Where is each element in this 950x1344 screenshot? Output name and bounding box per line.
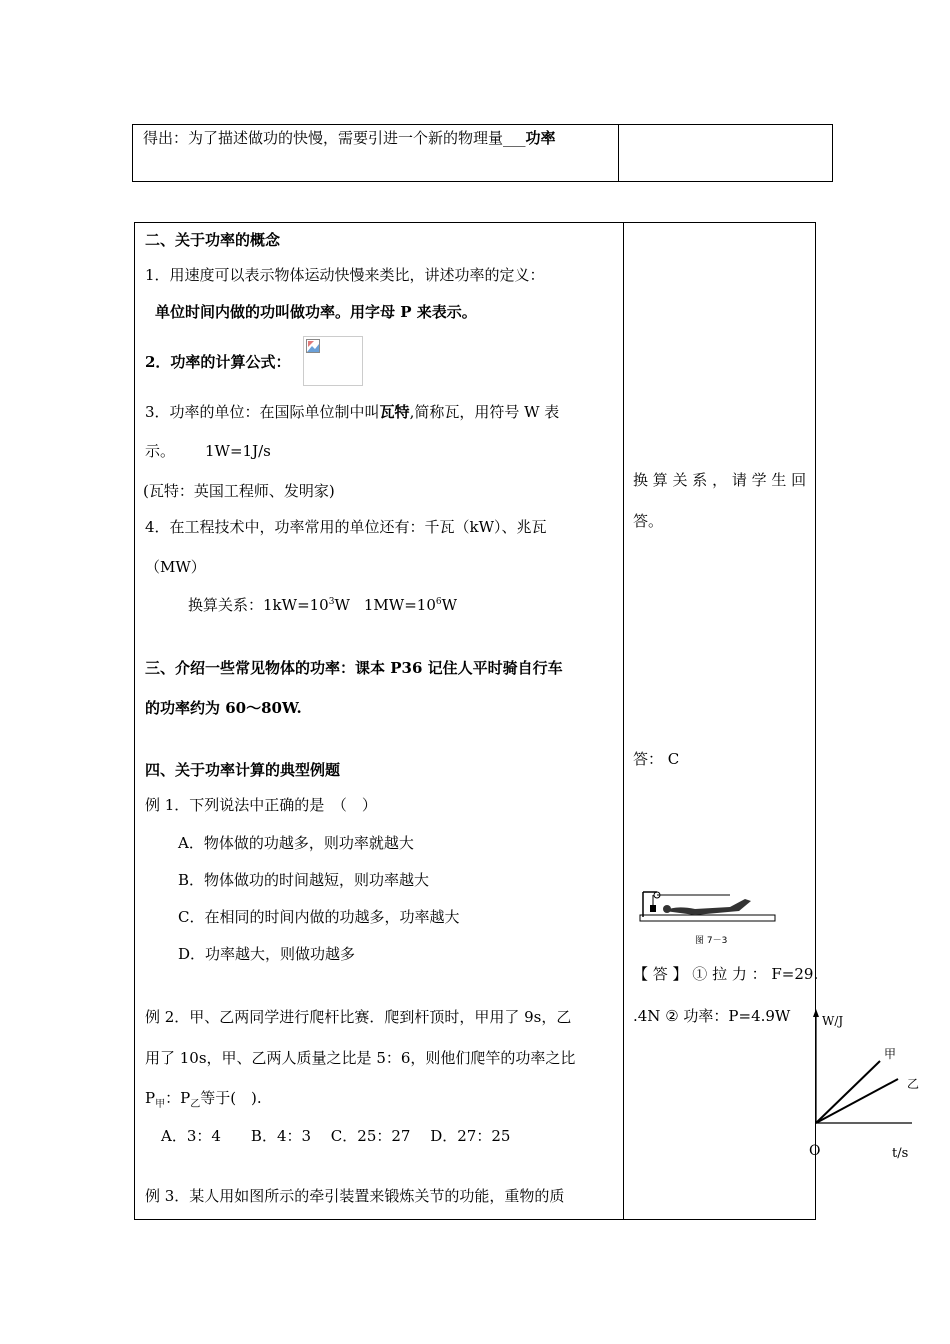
p-sub-jia: 甲	[155, 1099, 166, 1110]
formula-image	[303, 336, 363, 386]
example-2: 例 2．甲、乙两同学进行爬杆比赛．爬到杆顶时，甲用了 9s，乙	[145, 1008, 572, 1026]
item-3-text-a: 3．功率的单位：在国际单位制中叫	[145, 403, 380, 421]
conversion-mw: 1MW=10	[363, 596, 436, 614]
item-2: 2．功率的计算公式：	[145, 353, 291, 371]
example-1-option-c: C．在相同的时间内做的功越多，功率越大	[178, 908, 460, 926]
heading-examples: 四、关于功率计算的典型例题	[145, 761, 341, 779]
item-3-bold: 瓦特	[379, 403, 410, 421]
broken-image-icon	[306, 339, 320, 353]
figure-caption: 图 7－3	[695, 936, 728, 946]
p-symbol-1: P	[145, 1089, 156, 1107]
conversion-mw-exp: 6	[435, 597, 442, 607]
right-note-1: 换 算 关 系 ， 请 学 生 回	[633, 471, 807, 489]
heading-concept: 二、关于功率的概念	[145, 231, 281, 249]
example-1: 例 1．下列说法中正确的是 （ ）	[145, 796, 377, 814]
item-1: 1．用速度可以表示物体运动快慢来类比，讲述功率的定义：	[145, 266, 545, 284]
conversion-label: 换算关系：	[188, 596, 264, 614]
item-3-text-b: ,简称瓦，用符号 W 表	[409, 403, 560, 421]
line-yi	[816, 1079, 898, 1123]
example-2-options: A．3：4 B．4：3 C．25：27 D．27：25	[161, 1127, 511, 1145]
conversion-kw-exp: 3	[328, 597, 335, 607]
answer-example-3	[633, 963, 818, 984]
summary-text	[143, 127, 556, 148]
work-time-graph	[800, 1005, 920, 1165]
y-axis-label: W/J	[822, 1014, 844, 1028]
conversion-w2: W	[441, 596, 458, 614]
summary-prefix: 得出：为了描述做功的快慢，需要引进一个新的物理量	[143, 129, 504, 147]
label-jia: 甲	[884, 1047, 897, 1061]
heading-common-power: 三、介绍一些常见物体的功率：课本 P36 记住人平时骑自行车	[145, 659, 563, 677]
summary-answer: 功率	[525, 129, 556, 147]
watt-note: (瓦特：英国工程师、发明家)	[143, 482, 335, 500]
answer-force: 【 答 】 ① 拉 力 ： F=29.	[633, 965, 819, 983]
item-4: 4．在工程技术中，功率常用的单位还有：千瓦（kW）、兆瓦	[145, 518, 547, 536]
line-jia	[816, 1061, 880, 1123]
conversion-kw: 1kW=10	[263, 596, 329, 614]
p-symbol-2: ：P	[165, 1089, 191, 1107]
example-2-line2: 用了 10s，甲、乙两人质量之比是 5：6，则他们爬竿的功率之比	[145, 1049, 576, 1067]
lesson-table	[134, 222, 819, 1220]
item-3	[145, 401, 559, 422]
example-1-option-d: D．功率越大，则做功越多	[178, 945, 356, 963]
item-4-cont: （MW）	[145, 558, 206, 576]
conversion-w1: W	[334, 596, 350, 614]
definition: 单位时间内做的功叫做功率。用字母 P 来表示。	[155, 303, 477, 321]
p-sub-yi: 乙	[190, 1099, 201, 1110]
summary-table	[132, 124, 833, 182]
x-axis-label: t/s	[892, 1146, 909, 1161]
example-1-option-b: B．物体做功的时间越短，则功率越大	[178, 871, 430, 889]
example-3: 例 3．某人用如图所示的牵引装置来锻炼关节的功能，重物的质	[145, 1187, 565, 1205]
conversion	[188, 594, 457, 615]
label-yi: 乙	[907, 1077, 920, 1091]
summary-blank: ___	[503, 129, 526, 147]
example-2-line3	[145, 1087, 262, 1110]
heading-common-power-cont: 的功率约为 60～80W.	[145, 699, 302, 717]
right-note-2: 答。	[633, 512, 664, 530]
example-1-option-a: A．物体做的功越多，则功率就越大	[178, 834, 414, 852]
summary-cell	[133, 125, 619, 181]
origin-label: O	[809, 1143, 821, 1159]
answer-example-1: 答： C	[633, 750, 680, 768]
answer-example-3-cont: .4N ② 功率：P=4.9W	[633, 1007, 791, 1025]
item-3-text-c: 示。	[145, 442, 176, 460]
column-divider	[623, 223, 624, 1219]
example-2-tail: 等于( ).	[200, 1089, 262, 1107]
item-3-cont	[145, 440, 271, 461]
y-axis-arrow	[813, 1009, 819, 1017]
watt-equation: 1W=1J/s	[205, 442, 271, 460]
traction-device-figure	[635, 887, 785, 949]
